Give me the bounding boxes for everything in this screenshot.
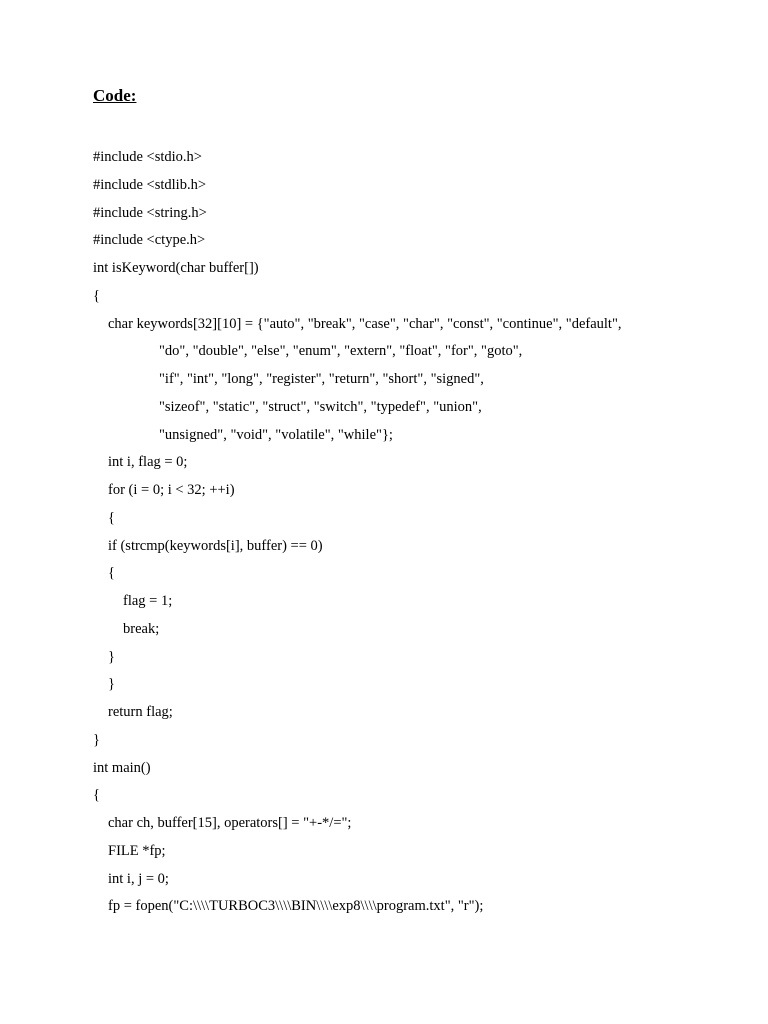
code-line: {	[108, 565, 115, 582]
code-line: }	[93, 731, 100, 748]
code-line: int isKeyword(char buffer[])	[93, 260, 259, 276]
section-heading: Code:	[93, 86, 137, 105]
code-line: flag = 1;	[123, 593, 173, 609]
code-line: {	[108, 509, 115, 526]
code-listing	[93, 144, 753, 921]
code-line: #include <ctype.h>	[93, 232, 206, 249]
code-line: for (i = 0; i < 32; ++i)	[108, 482, 235, 498]
code-line: fp = fopen("C:\\\\TURBOC3\\\\BIN\\\\exp8\\\\program.txt", "r");	[108, 898, 484, 915]
code-line: "sizeof", "static", "struct", "switch", "typedef", "union",	[159, 398, 482, 415]
code-line: #include <stdlib.h>	[93, 176, 207, 193]
code-line: #include <string.h>	[93, 204, 207, 221]
code-line: #include <stdio.h>	[93, 149, 202, 165]
code-line: if (strcmp(keywords[i], buffer) == 0)	[108, 537, 323, 554]
code-line: int main()	[93, 759, 151, 776]
code-line: return flag;	[108, 704, 173, 720]
code-line: FILE *fp;	[108, 842, 166, 859]
code-line: }	[108, 648, 115, 665]
code-line: "unsigned", "void", "volatile", "while"};	[159, 426, 393, 443]
code-line: {	[93, 787, 100, 804]
code-line: }	[108, 676, 115, 693]
code-line: int i, flag = 0;	[108, 454, 188, 471]
code-line: "do", "double", "else", "enum", "extern", "float", "for", "goto",	[159, 343, 523, 360]
code-line: "if", "int", "long", "register", "return", "short", "signed",	[159, 371, 484, 387]
code-line: int i, j = 0;	[108, 870, 169, 887]
code-line: break;	[123, 620, 160, 637]
code-line: {	[93, 287, 100, 304]
code-line: char keywords[32][10] = {"auto", "break", "case", "char", "const", "continue", "default",	[108, 315, 622, 332]
code-line: char ch, buffer[15], operators[] = "+-*/=";	[108, 815, 352, 831]
